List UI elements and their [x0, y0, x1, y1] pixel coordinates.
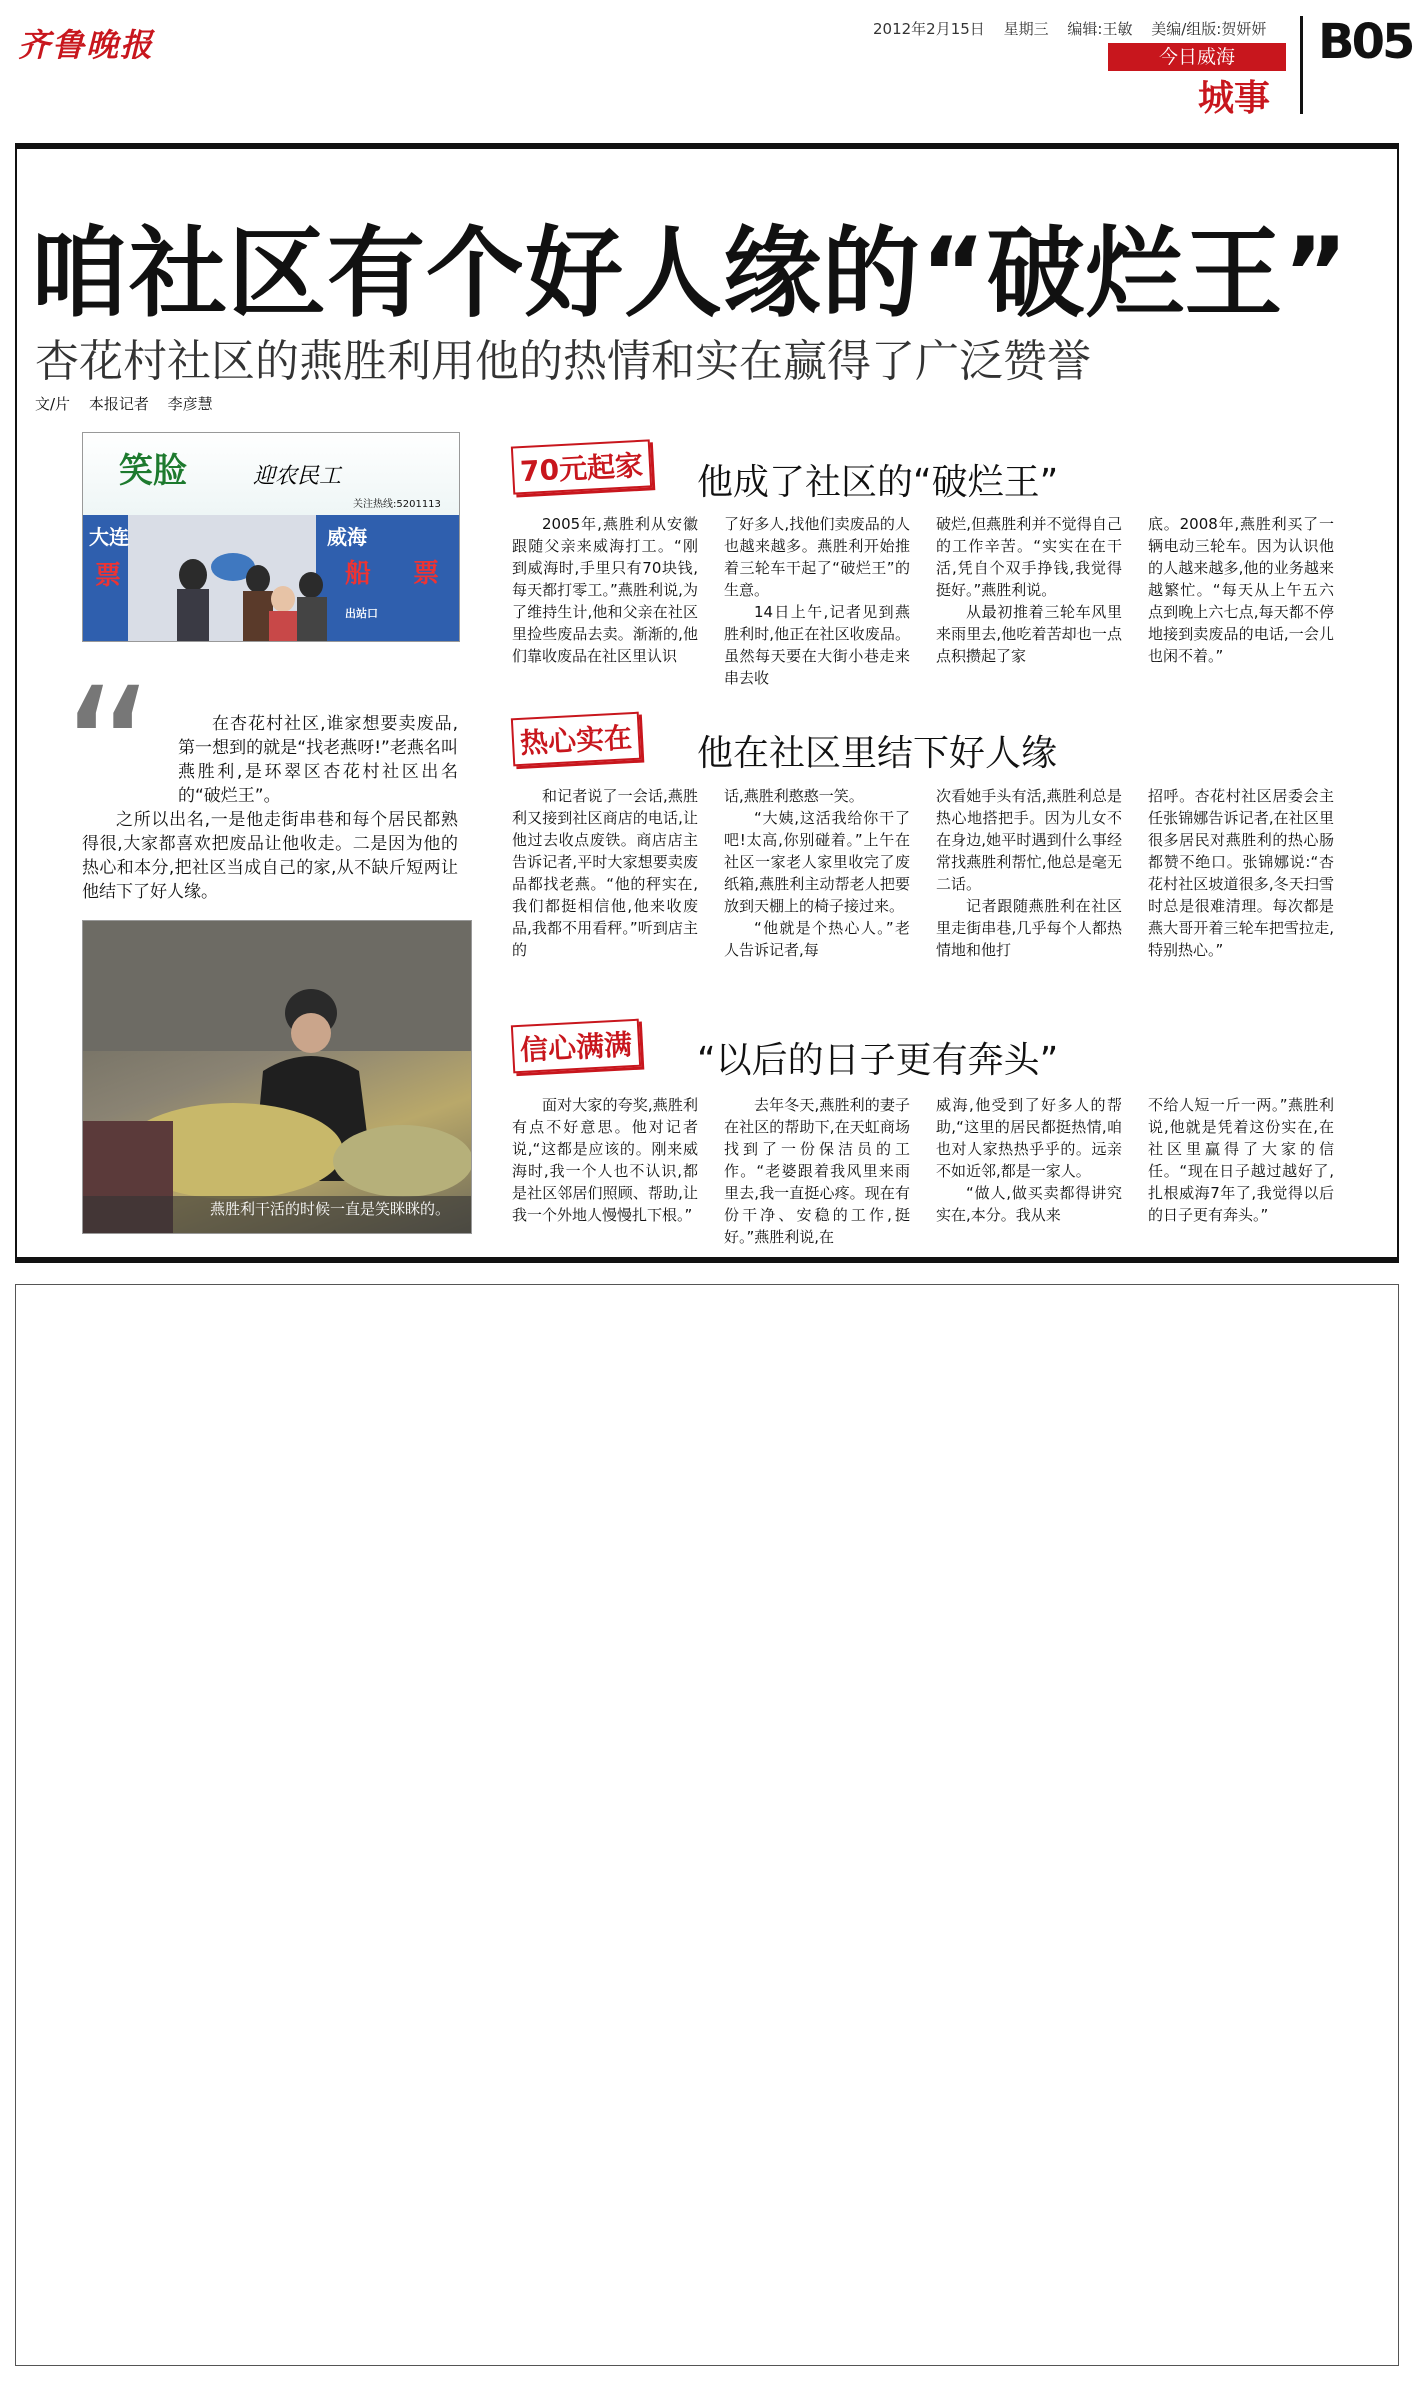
article-subheadline: 杏花村社区的燕胜利用他的热情和实在赢得了广泛赞誉: [35, 336, 1091, 387]
text-column: [1148, 513, 1334, 667]
banner-header: [83, 433, 459, 515]
sign-text: 出站口: [345, 607, 378, 620]
photo-caption: 燕胜利干活的时候一直是笑眯眯的。: [210, 1200, 451, 1218]
text-column: [724, 785, 910, 961]
page-number: B05: [1318, 14, 1413, 70]
text-column: [1148, 785, 1334, 961]
text-column: [512, 785, 698, 961]
paragraph: 14日上午,记者见到燕胜利时,他正在社区收废品。虽然每天要在大街小巷走来串去收: [724, 603, 910, 687]
section-tag: 信心满满: [511, 1019, 641, 1074]
blank-page-area: [15, 1284, 1399, 2366]
collector-photo: [82, 920, 472, 1234]
paragraph: 从最初推着三轮车风里来雨里去,他吃着苦却也一点点积攒起了家: [936, 603, 1122, 665]
masthead-logo: 齐鲁晚报: [18, 26, 155, 64]
section-tag: 热心实在: [511, 712, 641, 767]
paragraph: 底。2008年,燕胜利买了一辆电动三轮车。因为认识他的人越来越多,他的业务越来越繁忙。“每天从上午五六点到晚上六七点,每天都不停地接到卖废品的电话,一会儿也闲不着。”: [1148, 515, 1334, 665]
banner-title: 笑脸: [119, 451, 187, 491]
sign-text: 船: [345, 559, 372, 589]
sign-text: 票: [95, 561, 122, 591]
paragraph: 话,燕胜利憨憨一笑。: [724, 787, 864, 805]
banner-hotline: 关注热线:5201113: [353, 499, 441, 510]
issue-weekday: 星期三: [1003, 20, 1049, 38]
station-scene: [83, 515, 459, 641]
paragraph: 面对大家的夸奖,燕胜利有点不好意思。他对记者说,“这都是应该的。刚来威海时,我一个人也不认识,都是社区邻居们照顾、帮助,让我一个外地人慢慢扎下根。”: [512, 1096, 698, 1224]
section-title: “以后的日子更有奔头”: [697, 1040, 1059, 1081]
byline: [35, 393, 227, 414]
paragraph: 2005年,燕胜利从安徽跟随父亲来威海打工。“刚到威海时,手里只有70块钱,每天都打零工。”燕胜利说,为了维持生计,他和父亲在社区里捡些废品去卖。渐渐的,他们靠收废品在社区里认识: [512, 515, 698, 665]
paragraph: “大姨,这活我给你干了吧!太高,你别碰着。”上午在社区一家老人家里收完了废纸箱,燕胜利主动帮老人把要放到天棚上的椅子接过来。: [724, 809, 910, 915]
paragraph: 去年冬天,燕胜利的妻子在社区的帮助下,在天虹商场找到了一份保洁员的工作。“老婆跟着我风里来雨里去,我一直挺心疼。现在有份干净、安稳的工作,挺好。”燕胜利说,在: [724, 1096, 910, 1246]
text-column: [724, 1094, 910, 1248]
section-name: 城事: [1198, 78, 1271, 119]
sign-text: 威海: [327, 525, 367, 549]
page-meta-line: [873, 18, 1280, 39]
paragraph: 威海,他受到了好多人的帮助,“这里的居民都挺热情,咱也对人家热热乎乎的。远亲不如近邻,都是一家人。: [936, 1096, 1122, 1180]
article-headline: 咱社区有个好人缘的“破烂王”: [30, 217, 1349, 331]
paragraph: 和记者说了一会话,燕胜利又接到社区商店的电话,让他过去收点废铁。商店店主告诉记者,平时大家想要卖废品都找老燕。“他的秤实在,我们都挺相信他,他来收废品,我都不用看秤。”听到店主的: [512, 787, 698, 959]
paragraph: 不给人短一斤一两。”燕胜利说,他就是凭着这份实在,在社区里赢得了大家的信任。“现在日子越过越好了,扎根威海7年了,我觉得以后的日子更有奔头。”: [1148, 1096, 1334, 1224]
banner-script: 迎农民工: [253, 464, 342, 489]
text-column: [936, 1094, 1122, 1226]
text-column: [936, 785, 1122, 961]
quote-mark-icon: “: [62, 650, 156, 859]
text-column: [512, 1094, 698, 1226]
paragraph: 次看她手头有活,燕胜利总是热心地搭把手。因为儿女不在身边,她平时遇到什么事经常找燕胜利帮忙,他总是毫无二话。: [936, 787, 1122, 893]
designer-credit: 美编/组版:贺妍妍: [1151, 20, 1267, 38]
section-title: 他成了社区的“破烂王”: [697, 462, 1059, 503]
paragraph: “他就是个热心人。”老人告诉记者,每: [724, 919, 910, 959]
banner-photo: [82, 432, 460, 642]
byline-role: 本报记者: [88, 395, 149, 413]
edition-badge: 今日威海: [1108, 43, 1286, 71]
text-column: [1148, 1094, 1334, 1226]
crowd-figures: [83, 515, 459, 641]
text-column: [724, 513, 910, 689]
lead-paragraph-2: 之所以出名,一是他走街串巷和每个居民都熟得很,大家都喜欢把废品让他收走。二是因为他的热心和本分,把社区当成自己的家,从不缺斤短两让他结下了好人缘。: [82, 810, 458, 902]
sign-text: 票: [413, 559, 440, 589]
byline-label: 文/片: [35, 395, 71, 413]
byline-name: 李彦慧: [167, 395, 213, 413]
paragraph: 记者跟随燕胜利在社区里走街串巷,几乎每个人都热情地和他打: [936, 897, 1122, 959]
lead-paragraph-1: 在杏花村社区,谁家想要卖废品,第一想到的就是“找老燕呀!”老燕名叫燕胜利,是环翠区杏花村社区出名的“破烂王”。: [178, 714, 458, 806]
paragraph: 招呼。杏花村社区居委会主任张锦娜告诉记者,在社区里很多居民对燕胜利的热心肠都赞不绝口。张锦娜说:“杏花村社区坡道很多,冬天扫雪时总是很难清理。每次都是燕大哥开着三轮车把雪拉走,特别热心。”: [1148, 787, 1334, 959]
photo-scene: [83, 921, 471, 1233]
text-column: [936, 513, 1122, 667]
editor-credit: 编辑:王敏: [1067, 20, 1133, 38]
section-tag: 70元起家: [511, 439, 652, 494]
issue-date: 2012年2月15日: [873, 20, 985, 38]
masthead-divider: [1300, 16, 1303, 114]
paragraph: “做人,做买卖都得讲究实在,本分。我从来: [936, 1184, 1122, 1224]
section-title: 他在社区里结下好人缘: [697, 733, 1058, 774]
paragraph: 了好多人,找他们卖废品的人也越来越多。燕胜利开始推着三轮车干起了“破烂王”的生意。: [724, 515, 910, 599]
sign-text: 大连: [89, 525, 129, 549]
text-column: [512, 513, 698, 667]
paragraph: 破烂,但燕胜利并不觉得自己的工作辛苦。“实实在在干活,凭自个双手挣钱,我觉得挺好。”燕胜利说。: [936, 515, 1122, 599]
